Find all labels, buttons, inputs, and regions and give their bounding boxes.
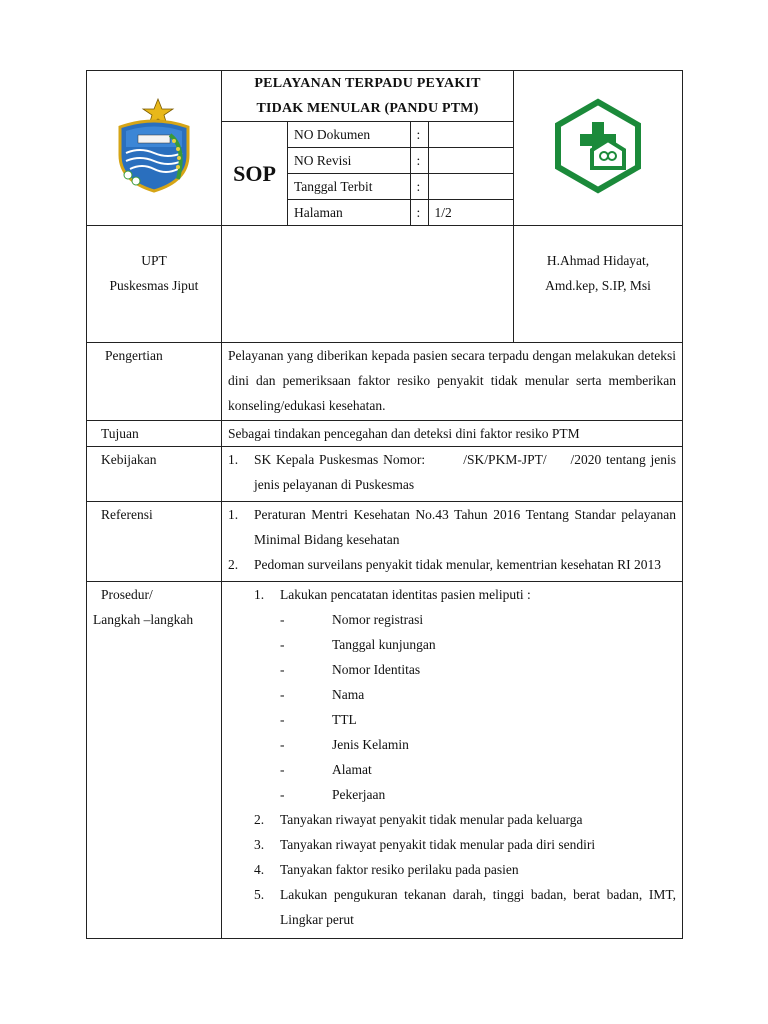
regency-emblem-icon: [112, 97, 196, 195]
regency-emblem-cell: [87, 71, 222, 226]
prosedur-steps-cell: [222, 582, 683, 939]
identitas-item: - Nomor registrasi: [280, 607, 676, 632]
list-item: [228, 447, 680, 497]
step-item: [228, 857, 676, 882]
meta-separator: :: [410, 200, 428, 226]
meta-label: NO Revisi: [288, 148, 410, 174]
list-number: 1.: [228, 452, 239, 467]
prosedur-label: [87, 582, 222, 939]
meta-value: [428, 148, 513, 174]
signer-line-2: Amd.kep, S.IP, Msi: [545, 278, 651, 293]
document-meta-table: [288, 122, 513, 225]
signature-space: [222, 226, 514, 343]
kebijakan-list: [228, 447, 680, 497]
step-number: 4.: [254, 862, 265, 877]
meta-row-halaman: [288, 200, 513, 226]
meta-value: [428, 174, 513, 200]
sop-label: SOP: [222, 122, 288, 226]
identitas-item: - Nama: [280, 682, 676, 707]
org-line-2: Puskesmas Jiput: [109, 278, 199, 293]
list-text: Pedoman surveilans penyakit tidak menular, kementrian kesehatan RI 2013: [254, 557, 661, 572]
step-text: Tanyakan faktor resiko perilaku pada pasien: [280, 862, 519, 877]
step-item: [228, 882, 676, 932]
step-number: 3.: [254, 837, 265, 852]
meta-row-tanggal-terbit: [288, 174, 513, 200]
meta-value: 1/2: [428, 200, 513, 226]
list-number: 2.: [228, 557, 239, 572]
kebijakan-list-cell: [222, 447, 683, 502]
list-number: 1.: [228, 507, 239, 522]
step-text: Lakukan pencatatan identitas pasien meliputi :: [280, 587, 531, 602]
organization-cell: [87, 226, 222, 343]
step-item: [228, 807, 676, 832]
step-item: [228, 582, 676, 807]
row-prosedur: [87, 582, 683, 939]
meta-value: [428, 122, 513, 148]
identitas-item: - Jenis Kelamin: [280, 732, 676, 757]
pengertian-text: [222, 343, 683, 421]
sop-table: [86, 70, 683, 939]
row-kebijakan: [87, 447, 683, 502]
list-text: Peraturan Mentri Kesehatan No.43 Tahun 2016 Tentang Standar pelayanan Minimal Bidang kesehatan: [254, 507, 677, 547]
puskesmas-logo-icon: [552, 98, 644, 194]
row-label: Referensi: [87, 502, 222, 582]
referensi-list: [228, 502, 676, 577]
puskesmas-logo-cell: [514, 71, 683, 226]
row-pengertian: [87, 343, 683, 421]
meta-row-no-dokumen: [288, 122, 513, 148]
step-number: 1.: [254, 587, 265, 602]
identitas-item: - Tanggal kunjungan: [280, 632, 676, 657]
identitas-item: - Nomor Identitas: [280, 657, 676, 682]
step-text: Tanyakan riwayat penyakit tidak menular pada keluarga: [280, 812, 583, 827]
list-text: SK Kepala Puskesmas Nomor: /SK/PKM-JPT/ /2020 tentang jenis jenis pelayanan di Puskesmas: [254, 452, 680, 492]
step-item: [228, 832, 676, 857]
title-line-2: TIDAK MENULAR (PANDU PTM): [256, 101, 479, 116]
label-line-2: Langkah –langkah: [93, 612, 194, 627]
signature-row: [87, 226, 683, 343]
prosedur-steps: [228, 582, 676, 932]
meta-label: Tanggal Terbit: [288, 174, 410, 200]
list-item: [228, 552, 676, 577]
step-text: Lakukan pengukuran tekanan darah, tinggi badan, berat badan, IMT, Lingkar perut: [280, 887, 677, 927]
org-line-1: UPT: [141, 253, 167, 268]
tujuan-text: Sebagai tindakan pencegahan dan deteksi dini faktor resiko PTM: [222, 421, 683, 447]
step-number: 2.: [254, 812, 265, 827]
meta-label: Halaman: [288, 200, 410, 226]
row-referensi: [87, 502, 683, 582]
identitas-list: [280, 607, 676, 807]
document-title: [222, 71, 514, 122]
meta-label: NO Dokumen: [288, 122, 410, 148]
list-item: [228, 502, 676, 552]
referensi-list-cell: [222, 502, 683, 582]
meta-separator: :: [410, 174, 428, 200]
identitas-item: - Pekerjaan: [280, 782, 676, 807]
meta-separator: :: [410, 148, 428, 174]
row-tujuan: [87, 421, 683, 447]
pengertian-paragraph: Pelayanan yang diberikan kepada pasien secara terpadu dengan melakukan deteksi dini dan pemeriksaan faktor resiko penyakit tidak menular serta memberikan konseling/edukasi kesehatan.: [228, 348, 677, 413]
label-line-1: Prosedur/: [101, 587, 153, 602]
row-label: Tujuan: [87, 421, 222, 447]
identitas-item: - TTL: [280, 707, 676, 732]
identitas-item: - Alamat: [280, 757, 676, 782]
title-line-1: PELAYANAN TERPADU PEYAKIT: [254, 76, 481, 91]
row-label: Kebijakan: [87, 447, 222, 502]
step-number: 5.: [254, 887, 265, 902]
meta-separator: :: [410, 122, 428, 148]
document-meta-cell: [288, 122, 514, 226]
step-text: Tanyakan riwayat penyakit tidak menular pada diri sendiri: [280, 837, 596, 852]
signer-line-1: H.Ahmad Hidayat,: [546, 253, 650, 268]
signer-cell: [514, 226, 683, 343]
meta-row-no-revisi: [288, 148, 513, 174]
row-label: Pengertian: [87, 343, 222, 421]
